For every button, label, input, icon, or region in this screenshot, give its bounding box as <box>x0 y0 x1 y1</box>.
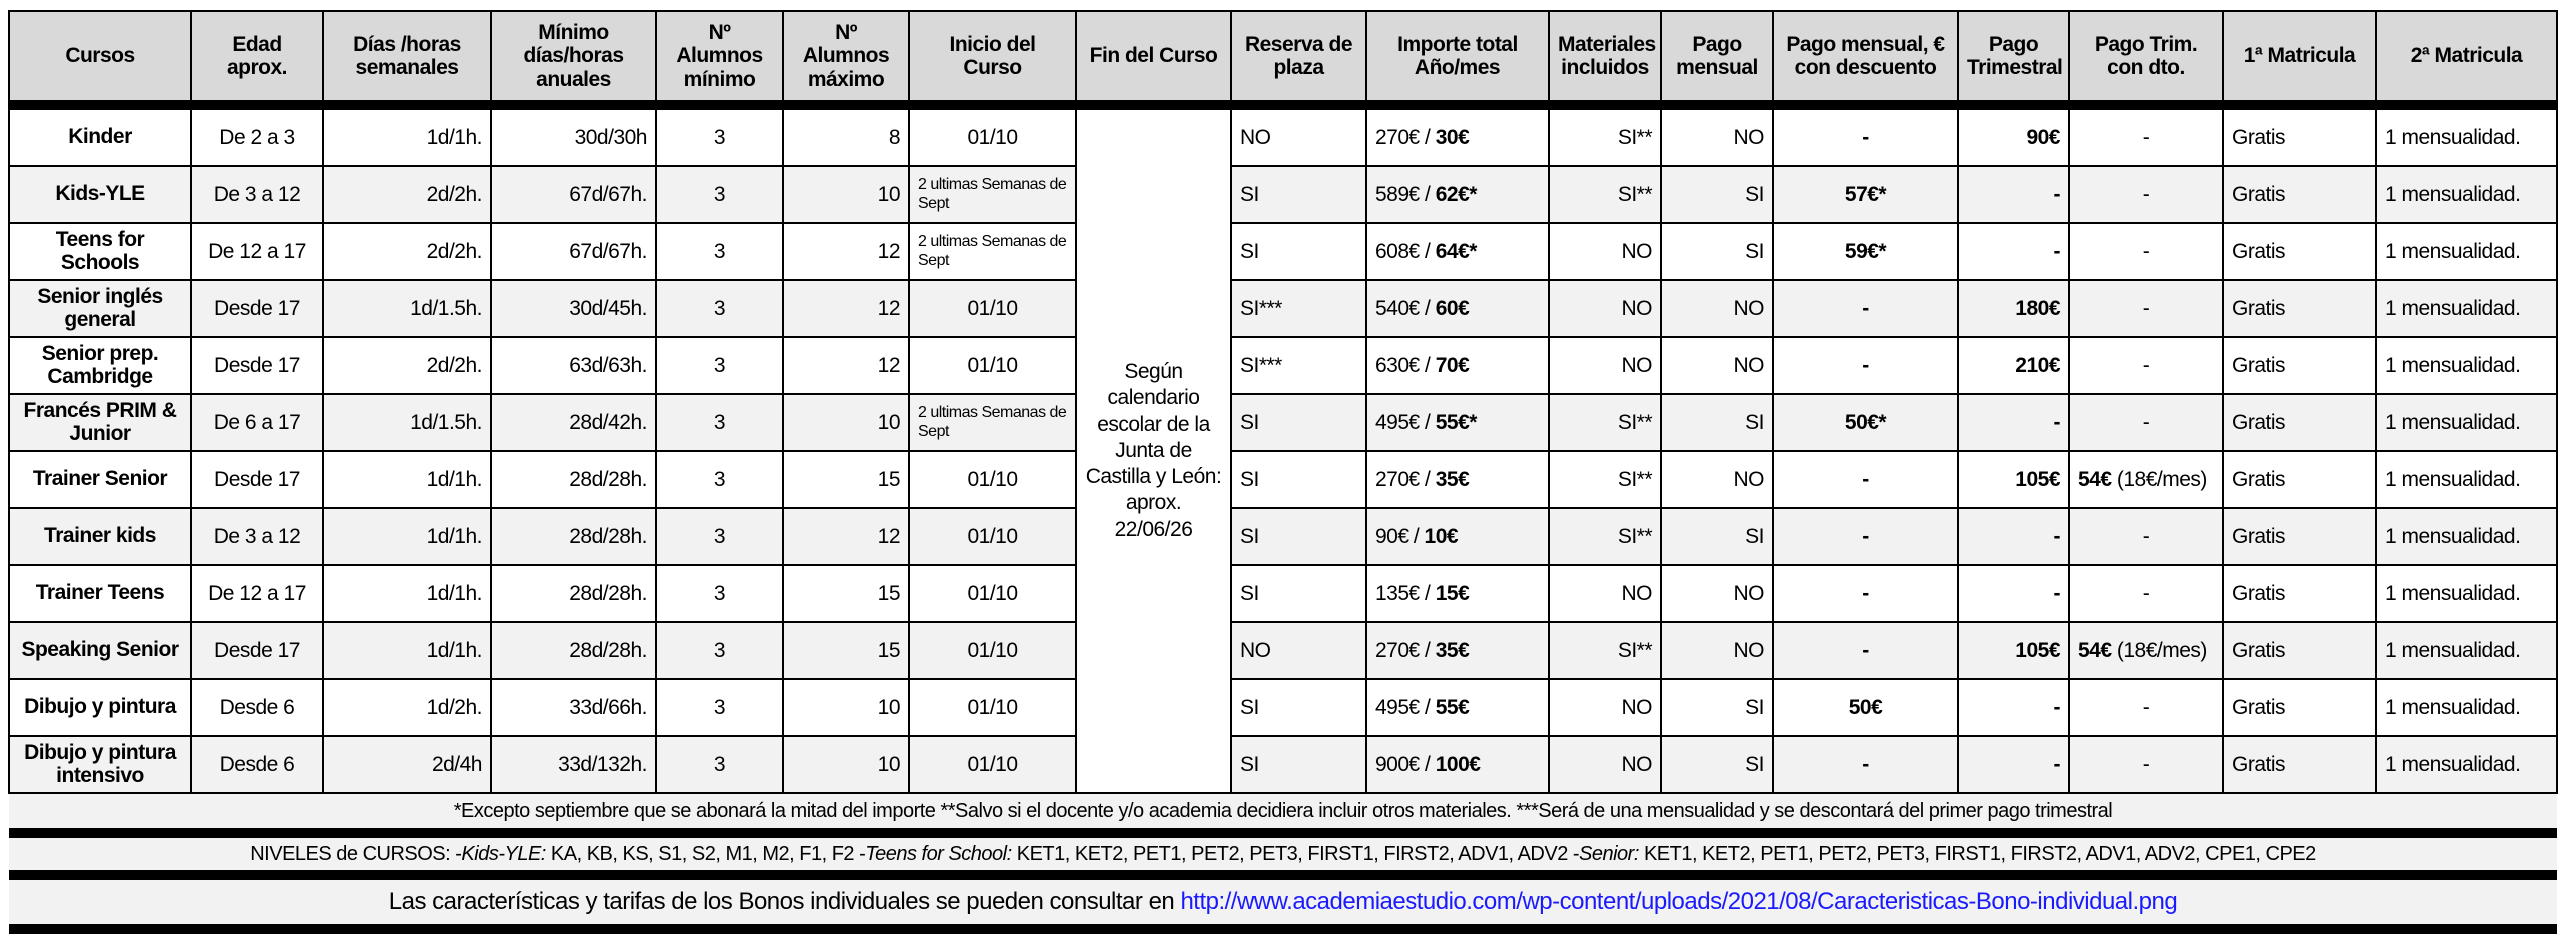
course-name: Trainer kids <box>9 508 191 565</box>
max-students-cell: 12 <box>783 280 909 337</box>
materials-cell: NO <box>1549 280 1661 337</box>
reservation-cell: SI <box>1231 679 1366 736</box>
table-row <box>9 736 2557 793</box>
reservation-cell: NO <box>1231 105 1366 166</box>
start-date-cell: 01/10 <box>909 451 1076 508</box>
course-levels: NIVELES de CURSOS: -Kids-YLE: KA, KB, KS, S1, S2, M1, M2, F1, F2 -Teens for School: KET1, KET2, PET1, PET2, PET3, FIRST1, FIRST2, ADV1, ADV2 -Senior: KET1, KET2, PET1, PET2, PET3, FIRST1, FIRST2, ADV1, ADV2, CPE1, CPE2 <box>9 833 2557 875</box>
table-row <box>9 223 2557 280</box>
total-price-cell: 90€ / 10€ <box>1366 508 1549 565</box>
weekly-hours-cell: 1d/1h. <box>323 565 491 622</box>
total-price-cell: 608€ / 64€* <box>1366 223 1549 280</box>
max-students-cell: 15 <box>783 565 909 622</box>
header-materiales: Materiales incluidos <box>1549 11 1661 105</box>
second-enrollment-cell: 1 mensualidad. <box>2376 280 2557 337</box>
annual-hours-cell: 30d/30h <box>491 105 656 166</box>
quarterly-discount-cell: - <box>2069 223 2223 280</box>
quarterly-discount-cell: - <box>2069 337 2223 394</box>
age-cell: Desde 17 <box>191 451 323 508</box>
header-pago-trimestral: Pago Trimestral <box>1958 11 2069 105</box>
header-matricula-1: 1ª Matricula <box>2223 11 2376 105</box>
second-enrollment-cell: 1 mensualidad. <box>2376 679 2557 736</box>
quarterly-discount-cell: 54€ (18€/mes) <box>2069 622 2223 679</box>
min-students-cell: 3 <box>656 394 783 451</box>
bonos-link[interactable]: http://www.academiaestudio.com/wp-content/uploads/2021/08/Caracteristicas-Bono-individual.png <box>1180 888 2178 915</box>
materials-cell: SI** <box>1549 508 1661 565</box>
annual-hours-cell: 28d/28h. <box>491 622 656 679</box>
weekly-hours-cell: 2d/2h. <box>323 166 491 223</box>
reservation-cell: SI <box>1231 736 1366 793</box>
monthly-payment-cell: NO <box>1661 337 1773 394</box>
footnote: *Excepto septiembre que se abonará la mitad del importe **Salvo si el docente y/o academia decidiera incluir otros materiales. ***Será de una mensualidad y se descontará del primer pago trimestral <box>9 793 2557 833</box>
monthly-payment-cell: NO <box>1661 565 1773 622</box>
discount-monthly-cell: 59€* <box>1773 223 1958 280</box>
start-date-cell: 01/10 <box>909 622 1076 679</box>
max-students-cell: 10 <box>783 166 909 223</box>
course-name: Dibujo y pintura <box>9 679 191 736</box>
first-enrollment-cell: Gratis <box>2223 565 2376 622</box>
header-alumnos-maximo: Nº Alumnos máximo <box>783 11 909 105</box>
max-students-cell: 12 <box>783 223 909 280</box>
course-name: Kinder <box>9 105 191 166</box>
discount-monthly-cell: 50€* <box>1773 394 1958 451</box>
min-students-cell: 3 <box>656 736 783 793</box>
annual-hours-cell: 28d/28h. <box>491 451 656 508</box>
materials-cell: SI** <box>1549 451 1661 508</box>
total-price-cell: 630€ / 70€ <box>1366 337 1549 394</box>
header-fin: Fin del Curso <box>1076 11 1231 105</box>
discount-monthly-cell: - <box>1773 736 1958 793</box>
min-students-cell: 3 <box>656 622 783 679</box>
reservation-cell: SI*** <box>1231 280 1366 337</box>
materials-cell: NO <box>1549 679 1661 736</box>
annual-hours-cell: 28d/42h. <box>491 394 656 451</box>
start-date-cell: 01/10 <box>909 679 1076 736</box>
min-students-cell: 3 <box>656 451 783 508</box>
max-students-cell: 12 <box>783 508 909 565</box>
reservation-cell: SI*** <box>1231 337 1366 394</box>
start-date-cell: 01/10 <box>909 508 1076 565</box>
weekly-hours-cell: 1d/2h. <box>323 679 491 736</box>
quarterly-discount-cell: - <box>2069 679 2223 736</box>
table-row <box>9 105 2557 166</box>
quarterly-payment-cell: 90€ <box>1958 105 2069 166</box>
monthly-payment-cell: SI <box>1661 166 1773 223</box>
reservation-cell: SI <box>1231 508 1366 565</box>
first-enrollment-cell: Gratis <box>2223 223 2376 280</box>
course-name: Senior prep. Cambridge <box>9 337 191 394</box>
first-enrollment-cell: Gratis <box>2223 280 2376 337</box>
age-cell: De 6 a 17 <box>191 394 323 451</box>
table-row <box>9 394 2557 451</box>
monthly-payment-cell: NO <box>1661 622 1773 679</box>
second-enrollment-cell: 1 mensualidad. <box>2376 508 2557 565</box>
max-students-cell: 10 <box>783 679 909 736</box>
table-row <box>9 166 2557 223</box>
min-students-cell: 3 <box>656 280 783 337</box>
header-minimo-anuales: Mínimo días/horas anuales <box>491 11 656 105</box>
quarterly-discount-cell: - <box>2069 280 2223 337</box>
discount-monthly-cell: - <box>1773 508 1958 565</box>
max-students-cell: 15 <box>783 622 909 679</box>
min-students-cell: 3 <box>656 223 783 280</box>
age-cell: Desde 17 <box>191 337 323 394</box>
materials-cell: NO <box>1549 337 1661 394</box>
first-enrollment-cell: Gratis <box>2223 105 2376 166</box>
quarterly-discount-cell: 54€ (18€/mes) <box>2069 451 2223 508</box>
total-price-cell: 135€ / 15€ <box>1366 565 1549 622</box>
first-enrollment-cell: Gratis <box>2223 166 2376 223</box>
quarterly-discount-cell: - <box>2069 736 2223 793</box>
reservation-cell: SI <box>1231 394 1366 451</box>
annual-hours-cell: 28d/28h. <box>491 565 656 622</box>
materials-cell: SI** <box>1549 622 1661 679</box>
age-cell: Desde 17 <box>191 622 323 679</box>
materials-cell: NO <box>1549 223 1661 280</box>
header-importe: Importe total Año/mes <box>1366 11 1549 105</box>
min-students-cell: 3 <box>656 337 783 394</box>
quarterly-discount-cell: - <box>2069 166 2223 223</box>
header-inicio: Inicio del Curso <box>909 11 1076 105</box>
quarterly-payment-cell: - <box>1958 565 2069 622</box>
start-date-cell: 2 ultimas Semanas de Sept <box>909 166 1076 223</box>
header-reserva: Reserva de plaza <box>1231 11 1366 105</box>
annual-hours-cell: 33d/132h. <box>491 736 656 793</box>
max-students-cell: 12 <box>783 337 909 394</box>
header-pago-trim-dto: Pago Trim. con dto. <box>2069 11 2223 105</box>
first-enrollment-cell: Gratis <box>2223 337 2376 394</box>
total-price-cell: 270€ / 35€ <box>1366 622 1549 679</box>
max-students-cell: 15 <box>783 451 909 508</box>
max-students-cell: 10 <box>783 736 909 793</box>
age-cell: De 3 a 12 <box>191 508 323 565</box>
start-date-cell: 01/10 <box>909 280 1076 337</box>
quarterly-payment-cell: - <box>1958 223 2069 280</box>
course-name: Senior inglés general <box>9 280 191 337</box>
min-students-cell: 3 <box>656 508 783 565</box>
discount-monthly-cell: 50€ <box>1773 679 1958 736</box>
quarterly-discount-cell: - <box>2069 508 2223 565</box>
total-price-cell: 900€ / 100€ <box>1366 736 1549 793</box>
course-name: Teens for Schools <box>9 223 191 280</box>
monthly-payment-cell: SI <box>1661 508 1773 565</box>
quarterly-payment-cell: 180€ <box>1958 280 2069 337</box>
course-name: Trainer Teens <box>9 565 191 622</box>
materials-cell: SI** <box>1549 166 1661 223</box>
header-alumnos-minimo: Nº Alumnos mínimo <box>656 11 783 105</box>
annual-hours-cell: 63d/63h. <box>491 337 656 394</box>
weekly-hours-cell: 2d/4h <box>323 736 491 793</box>
header-pago-mensual: Pago mensual <box>1661 11 1773 105</box>
total-price-cell: 540€ / 60€ <box>1366 280 1549 337</box>
course-name: Francés PRIM & Junior <box>9 394 191 451</box>
total-price-cell: 495€ / 55€* <box>1366 394 1549 451</box>
first-enrollment-cell: Gratis <box>2223 451 2376 508</box>
monthly-payment-cell: SI <box>1661 679 1773 736</box>
materials-cell: NO <box>1549 565 1661 622</box>
quarterly-payment-cell: - <box>1958 166 2069 223</box>
start-date-cell: 2 ultimas Semanas de Sept <box>909 394 1076 451</box>
total-price-cell: 495€ / 55€ <box>1366 679 1549 736</box>
age-cell: Desde 17 <box>191 280 323 337</box>
first-enrollment-cell: Gratis <box>2223 508 2376 565</box>
discount-monthly-cell: - <box>1773 280 1958 337</box>
weekly-hours-cell: 1d/1.5h. <box>323 280 491 337</box>
start-date-cell: 01/10 <box>909 565 1076 622</box>
age-cell: Desde 6 <box>191 679 323 736</box>
header-cursos: Cursos <box>9 11 191 105</box>
table-row <box>9 622 2557 679</box>
reservation-cell: SI <box>1231 451 1366 508</box>
table-row <box>9 280 2557 337</box>
age-cell: De 12 a 17 <box>191 223 323 280</box>
reservation-cell: SI <box>1231 565 1366 622</box>
age-cell: Desde 6 <box>191 736 323 793</box>
course-price-table <box>8 10 2558 934</box>
min-students-cell: 3 <box>656 679 783 736</box>
first-enrollment-cell: Gratis <box>2223 679 2376 736</box>
header-dias-semanales: Días /horas semanales <box>323 11 491 105</box>
second-enrollment-cell: 1 mensualidad. <box>2376 736 2557 793</box>
annual-hours-cell: 28d/28h. <box>491 508 656 565</box>
discount-monthly-cell: - <box>1773 451 1958 508</box>
min-students-cell: 3 <box>656 166 783 223</box>
table-row <box>9 508 2557 565</box>
second-enrollment-cell: 1 mensualidad. <box>2376 166 2557 223</box>
weekly-hours-cell: 1d/1h. <box>323 451 491 508</box>
total-price-cell: 270€ / 35€ <box>1366 451 1549 508</box>
weekly-hours-cell: 1d/1.5h. <box>323 394 491 451</box>
quarterly-payment-cell: 105€ <box>1958 451 2069 508</box>
bonos-info: Las características y tarifas de los Bonos individuales se pueden consultar en http://www.academiaestudio.com/wp-content/uploads/2021/08/Caracteristicas-Bono-individual.png <box>9 875 2557 929</box>
first-enrollment-cell: Gratis <box>2223 736 2376 793</box>
discount-monthly-cell: - <box>1773 622 1958 679</box>
weekly-hours-cell: 2d/2h. <box>323 223 491 280</box>
start-date-cell: 01/10 <box>909 105 1076 166</box>
second-enrollment-cell: 1 mensualidad. <box>2376 223 2557 280</box>
quarterly-payment-cell: - <box>1958 736 2069 793</box>
annual-hours-cell: 30d/45h. <box>491 280 656 337</box>
weekly-hours-cell: 1d/1h. <box>323 508 491 565</box>
quarterly-payment-cell: 210€ <box>1958 337 2069 394</box>
table-row <box>9 679 2557 736</box>
weekly-hours-cell: 1d/1h. <box>323 105 491 166</box>
materials-cell: NO <box>1549 736 1661 793</box>
start-date-cell: 01/10 <box>909 736 1076 793</box>
reservation-cell: NO <box>1231 622 1366 679</box>
annual-hours-cell: 33d/66h. <box>491 679 656 736</box>
reservation-cell: SI <box>1231 223 1366 280</box>
header-row <box>9 11 2557 105</box>
header-matricula-2: 2ª Matricula <box>2376 11 2557 105</box>
second-enrollment-cell: 1 mensualidad. <box>2376 337 2557 394</box>
weekly-hours-cell: 2d/2h. <box>323 337 491 394</box>
reservation-cell: SI <box>1231 166 1366 223</box>
second-enrollment-cell: 1 mensualidad. <box>2376 565 2557 622</box>
first-enrollment-cell: Gratis <box>2223 394 2376 451</box>
discount-monthly-cell: 57€* <box>1773 166 1958 223</box>
start-date-cell: 2 ultimas Semanas de Sept <box>909 223 1076 280</box>
quarterly-payment-cell: - <box>1958 394 2069 451</box>
weekly-hours-cell: 1d/1h. <box>323 622 491 679</box>
monthly-payment-cell: NO <box>1661 451 1773 508</box>
monthly-payment-cell: NO <box>1661 280 1773 337</box>
materials-cell: SI** <box>1549 105 1661 166</box>
total-price-cell: 270€ / 30€ <box>1366 105 1549 166</box>
max-students-cell: 10 <box>783 394 909 451</box>
age-cell: De 12 a 17 <box>191 565 323 622</box>
table-row <box>9 337 2557 394</box>
quarterly-discount-cell: - <box>2069 565 2223 622</box>
monthly-payment-cell: SI <box>1661 223 1773 280</box>
max-students-cell: 8 <box>783 105 909 166</box>
quarterly-payment-cell: 105€ <box>1958 622 2069 679</box>
header-pago-mensual-dto: Pago mensual, € con descuento <box>1773 11 1958 105</box>
table-row <box>9 451 2557 508</box>
second-enrollment-cell: 1 mensualidad. <box>2376 622 2557 679</box>
quarterly-discount-cell: - <box>2069 105 2223 166</box>
annual-hours-cell: 67d/67h. <box>491 223 656 280</box>
quarterly-payment-cell: - <box>1958 508 2069 565</box>
start-date-cell: 01/10 <box>909 337 1076 394</box>
materials-cell: SI** <box>1549 394 1661 451</box>
header-edad: Edad aprox. <box>191 11 323 105</box>
table-row <box>9 565 2557 622</box>
course-name: Speaking Senior <box>9 622 191 679</box>
second-enrollment-cell: 1 mensualidad. <box>2376 451 2557 508</box>
discount-monthly-cell: - <box>1773 565 1958 622</box>
discount-monthly-cell: - <box>1773 337 1958 394</box>
course-name: Kids-YLE <box>9 166 191 223</box>
monthly-payment-cell: NO <box>1661 105 1773 166</box>
quarterly-payment-cell: - <box>1958 679 2069 736</box>
course-name: Trainer Senior <box>9 451 191 508</box>
second-enrollment-cell: 1 mensualidad. <box>2376 105 2557 166</box>
monthly-payment-cell: SI <box>1661 736 1773 793</box>
min-students-cell: 3 <box>656 565 783 622</box>
monthly-payment-cell: SI <box>1661 394 1773 451</box>
end-date-cell: Según calendario escolar de la Junta de Castilla y León: aprox. 22/06/26 <box>1076 105 1231 793</box>
age-cell: De 3 a 12 <box>191 166 323 223</box>
second-enrollment-cell: 1 mensualidad. <box>2376 394 2557 451</box>
quarterly-discount-cell: - <box>2069 394 2223 451</box>
first-enrollment-cell: Gratis <box>2223 622 2376 679</box>
age-cell: De 2 a 3 <box>191 105 323 166</box>
annual-hours-cell: 67d/67h. <box>491 166 656 223</box>
min-students-cell: 3 <box>656 105 783 166</box>
total-price-cell: 589€ / 62€* <box>1366 166 1549 223</box>
course-name: Dibujo y pintura intensivo <box>9 736 191 793</box>
discount-monthly-cell: - <box>1773 105 1958 166</box>
